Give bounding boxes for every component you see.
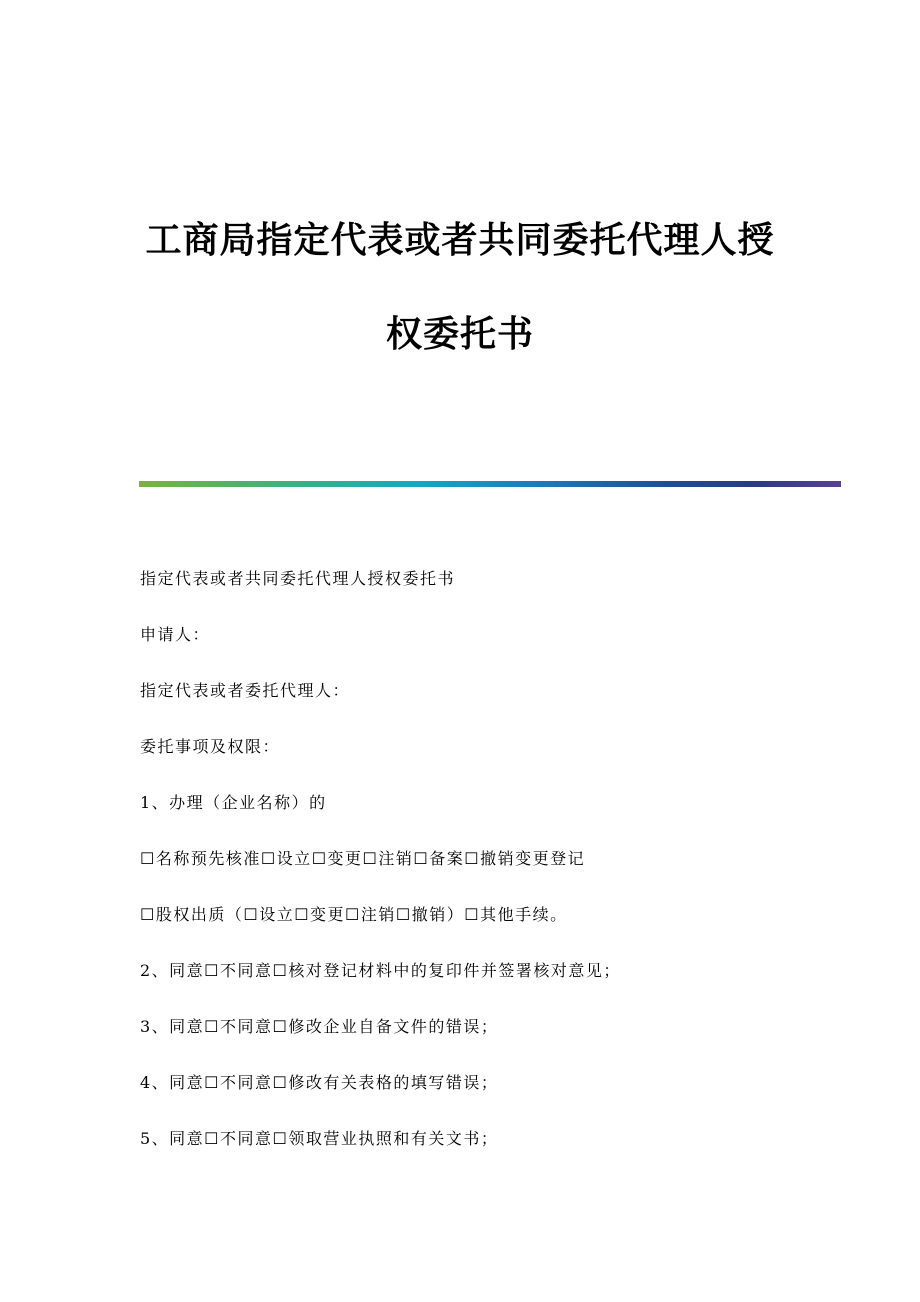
body-paragraph: 1、办理（企业名称）的 [140, 793, 327, 812]
document-title [0, 218, 920, 356]
title-line-1: 工商局指定代表或者共同委托代理人授 [145, 219, 775, 261]
body-paragraph: 指定代表或者共同委托代理人授权委托书 [140, 569, 456, 588]
body-paragraph: 指定代表或者委托代理人： [140, 681, 351, 700]
body-paragraph: ☐股权出质（☐设立☐变更☐注销☐撤销）☐其他手续。 [140, 905, 568, 924]
body-paragraph: 委托事项及权限： [140, 737, 281, 756]
document-body [140, 566, 840, 1182]
body-paragraph: 3、同意☐不同意☐修改企业自备文件的错误； [140, 1017, 499, 1036]
body-paragraph: 申请人： [140, 625, 211, 644]
body-paragraph: ☐名称预先核准☐设立☐变更☐注销☐备案☐撤销变更登记 [140, 849, 586, 868]
body-paragraph: 4、同意☐不同意☐修改有关表格的填写错误； [140, 1073, 499, 1092]
body-paragraph: 5、同意☐不同意☐领取营业执照和有关文书； [140, 1129, 499, 1148]
body-paragraph: 2、同意☐不同意☐核对登记材料中的复印件并签署核对意见； [140, 961, 621, 980]
gradient-divider [139, 481, 841, 487]
title-line-2: 权委托书 [385, 313, 534, 355]
